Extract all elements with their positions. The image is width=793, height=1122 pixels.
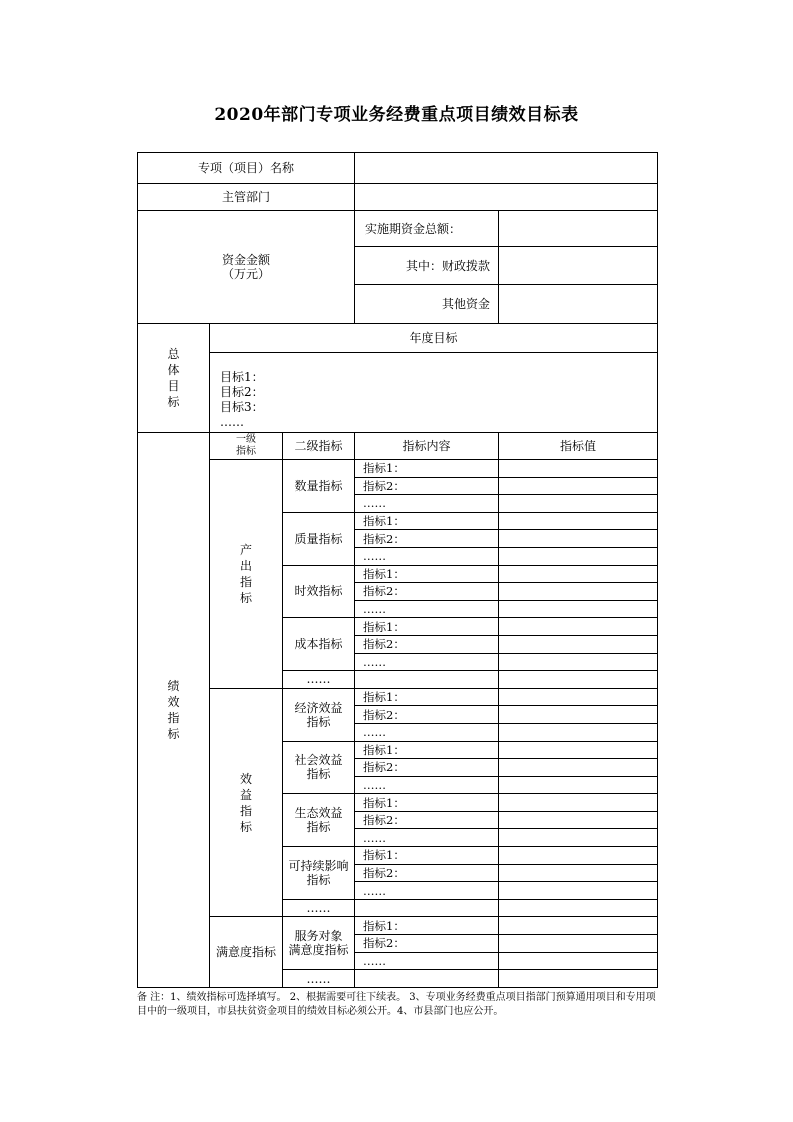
indicator-value[interactable] xyxy=(499,477,658,495)
indicator-row[interactable]: 指标2： xyxy=(355,811,499,829)
goal-item: 目标3： xyxy=(220,400,264,414)
indicator-row[interactable]: 指标1： xyxy=(355,688,499,706)
fund-unit: （万元） xyxy=(222,267,271,281)
indicator-row[interactable]: …… xyxy=(355,882,499,900)
indicator-value[interactable] xyxy=(499,600,658,618)
indicator-value[interactable] xyxy=(499,776,658,794)
indicator-value[interactable] xyxy=(499,882,658,900)
indicator-value[interactable] xyxy=(499,688,658,706)
indicator-value[interactable] xyxy=(499,917,658,935)
indicator-value[interactable] xyxy=(499,952,658,970)
indicator-row[interactable]: …… xyxy=(355,952,499,970)
quality-indicator: 质量指标 xyxy=(283,512,355,565)
economic-benefit-indicator: 经济效益 指标 xyxy=(283,688,355,741)
indicator-row[interactable]: 指标2： xyxy=(355,530,499,548)
ecological-benefit-indicator: 生态效益 指标 xyxy=(283,794,355,847)
indicator-row[interactable]: …… xyxy=(355,723,499,741)
perf-indicator-label: 绩 效 指 标 xyxy=(138,433,210,988)
benefit-more: …… xyxy=(283,899,355,917)
total-fund-label: 实施期资金总额： xyxy=(355,211,499,247)
dept-field[interactable] xyxy=(355,184,658,211)
sustainable-impact-indicator: 可持续影响 指标 xyxy=(283,847,355,900)
indicator-row[interactable]: …… xyxy=(355,653,499,671)
indicator-value[interactable] xyxy=(499,723,658,741)
indicator-row[interactable] xyxy=(355,899,499,917)
fiscal-fund-field[interactable] xyxy=(499,247,658,285)
indicator-row[interactable]: 指标2： xyxy=(355,583,499,601)
indicator-value[interactable] xyxy=(499,653,658,671)
benefit-indicator-label: 效 益 指 标 xyxy=(210,688,283,917)
overall-goal-label: 总 体 目 标 xyxy=(138,324,210,433)
indicator-row[interactable]: 指标1： xyxy=(355,460,499,478)
indicator-row[interactable]: 指标1： xyxy=(355,847,499,865)
indicator-value[interactable] xyxy=(499,706,658,724)
goal-item: 目标1： xyxy=(220,370,264,384)
social-benefit-indicator: 社会效益 指标 xyxy=(283,741,355,794)
satisfaction-more: …… xyxy=(283,970,355,988)
indicator-row[interactable]: …… xyxy=(355,829,499,847)
indicator-row[interactable]: 指标2： xyxy=(355,864,499,882)
indicator-value[interactable] xyxy=(499,530,658,548)
col-value-header: 指标值 xyxy=(499,433,658,460)
indicator-row[interactable]: 指标2： xyxy=(355,706,499,724)
indicator-value[interactable] xyxy=(499,618,658,636)
indicator-value[interactable] xyxy=(499,759,658,777)
goal-item: …… xyxy=(220,415,244,429)
indicator-row[interactable]: 指标1： xyxy=(355,512,499,530)
indicator-value[interactable] xyxy=(499,864,658,882)
col-content-header: 指标内容 xyxy=(355,433,499,460)
indicator-value[interactable] xyxy=(499,899,658,917)
indicator-value[interactable] xyxy=(499,565,658,583)
indicator-row[interactable]: 指标1： xyxy=(355,917,499,935)
output-more: …… xyxy=(283,671,355,689)
indicator-row[interactable]: …… xyxy=(355,495,499,513)
performance-table xyxy=(137,152,658,988)
indicator-value[interactable] xyxy=(499,935,658,953)
satisfaction-indicator-label: 满意度指标 xyxy=(210,917,283,987)
indicator-row[interactable]: 指标1： xyxy=(355,794,499,812)
indicator-row[interactable]: 指标1： xyxy=(355,741,499,759)
indicator-row[interactable]: 指标2： xyxy=(355,759,499,777)
indicator-value[interactable] xyxy=(499,460,658,478)
indicator-value[interactable] xyxy=(499,811,658,829)
indicator-value[interactable] xyxy=(499,671,658,689)
indicator-row[interactable]: 指标1： xyxy=(355,565,499,583)
timeliness-indicator: 时效指标 xyxy=(283,565,355,618)
other-fund-label: 其他资金 xyxy=(355,285,499,324)
indicator-row[interactable] xyxy=(355,671,499,689)
indicator-value[interactable] xyxy=(499,583,658,601)
fiscal-fund-label: 其中：财政拨款 xyxy=(355,247,499,285)
indicator-value[interactable] xyxy=(499,794,658,812)
annual-goal-header: 年度目标 xyxy=(210,324,658,353)
indicator-value[interactable] xyxy=(499,741,658,759)
service-satisfaction-indicator: 服务对象 满意度指标 xyxy=(283,917,355,970)
indicator-row[interactable]: …… xyxy=(355,776,499,794)
total-fund-field[interactable] xyxy=(499,211,658,247)
indicator-row[interactable] xyxy=(355,970,499,988)
dept-label: 主管部门 xyxy=(138,184,355,211)
page-title: 2020年部门专项业务经费重点项目绩效目标表 xyxy=(214,105,579,125)
quantity-indicator: 数量指标 xyxy=(283,460,355,513)
footnote: 备 注：1、绩效指标可选择填写。 2、根据需要可往下续表。 3、专项业务经费重点项目指部门预算通用项目和专用项目中的一级项目，市县扶贫资金项目的绩效目标必须公开。4、市县部门也应公开。 xyxy=(137,992,656,1017)
indicator-value[interactable] xyxy=(499,847,658,865)
indicator-row[interactable]: 指标2： xyxy=(355,477,499,495)
indicator-row[interactable]: …… xyxy=(355,600,499,618)
indicator-row[interactable]: 指标1： xyxy=(355,618,499,636)
indicator-value[interactable] xyxy=(499,829,658,847)
cost-indicator: 成本指标 xyxy=(283,618,355,671)
indicator-row[interactable]: 指标2： xyxy=(355,635,499,653)
project-name-label: 专项（项目）名称 xyxy=(138,153,355,184)
output-indicator-label: 产 出 指 标 xyxy=(210,460,283,689)
indicator-value[interactable] xyxy=(499,512,658,530)
other-fund-field[interactable] xyxy=(499,285,658,324)
indicator-row[interactable]: 指标2： xyxy=(355,935,499,953)
indicator-value[interactable] xyxy=(499,495,658,513)
col-level1-header: 一级 指标 xyxy=(210,433,283,460)
indicator-row[interactable]: …… xyxy=(355,547,499,565)
indicator-value[interactable] xyxy=(499,970,658,988)
col-level2-header: 二级指标 xyxy=(283,433,355,460)
indicator-value[interactable] xyxy=(499,547,658,565)
indicator-value[interactable] xyxy=(499,635,658,653)
project-name-field[interactable] xyxy=(355,153,658,184)
fund-label: 资金金额 xyxy=(222,253,271,267)
goal-item: 目标2： xyxy=(220,385,264,399)
annual-goal-content[interactable] xyxy=(210,353,658,433)
fund-amount-label xyxy=(138,211,355,324)
